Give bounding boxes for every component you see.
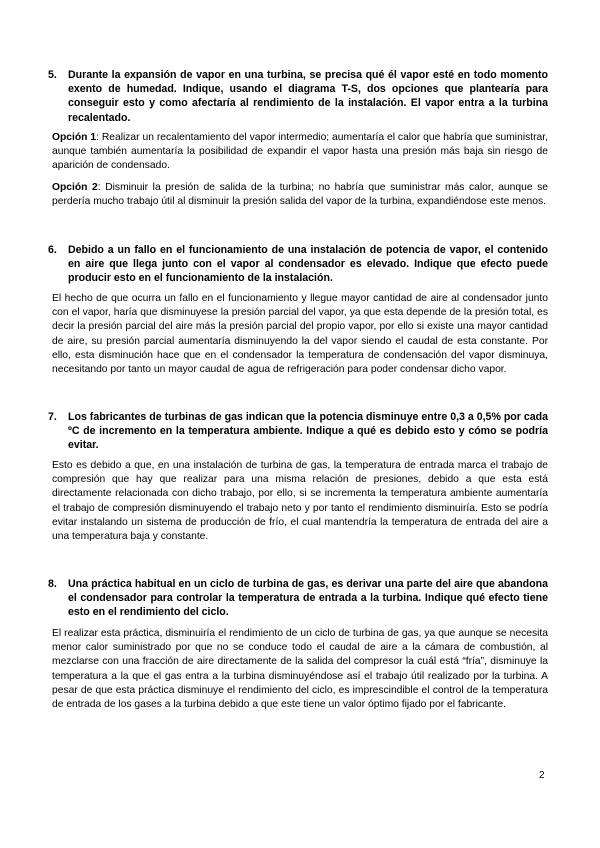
page-number: 2 [539,770,545,781]
option-label: Opción 1 [52,132,97,143]
question-6 [48,243,548,286]
option-text: : Disminuir la presión de salida de la turbina; no habría que suministrar más calor, aunque se perdería mucho trabajo útil al disminuir la presión salida del vapor de la turbina, expandiéndose este menos. [52,182,548,208]
question-number: 8. [48,578,57,590]
answer-7: Esto es debido a que, en una instalación de turbina de gas, la temperatura de entrada marca el trabajo de compresión que hay que realizar para una misma relación de presiones, debido a que esta está directamente relacionada con dicho trabajo, por ello, si se incrementa la temperatura ambiente aumentaría el trabajo de compresión disminuyendo el trabajo neto y por tanto el rendimiento disminuiría. Esto se podría evitar instalando un sistema de producción de frío, el cual mantendría la temperatura de entrada del aire a una temperatura baja y constante. [52,460,548,543]
q5-option-2 [52,181,548,209]
question-text: Debido a un fallo en el funcionamiento de una instalación de potencia de vapor, el contenido en aire que llega junto con el vapor al condensador es elevado. Indique que efecto puede producir esto en el funcionamiento de la instalación. [68,244,548,285]
question-text: Durante la expansión de vapor en una turbina, se precisa qué él vapor esté en todo momento exento de humedad. Indique, usando el diagrama T-S, dos opciones que plantearía para conseguir esto y como afectaría al rendimiento de la instalación. El vapor entra a la turbina recalentado. [68,69,548,124]
question-5 [48,68,548,125]
question-number: 5. [48,69,57,81]
option-text: : Realizar un recalentamiento del vapor intermedio; aumentaría el calor que habría que suministrar, aunque también aumentaría la posibilidad de expandir el vapor hasta una presión más baja sin riesgo de aparición de condensado. [52,132,548,172]
answer-8: El realizar esta práctica, disminuiría el rendimiento de un ciclo de turbina de gas, ya que aunque se necesita menor calor suministrado por que no se conduce todo el caudal de aire a la cámara de combustión, al mezclarse con una fracción de aire directamente de la salida del compresor la cuál está “fría”, disminuye la temperatura a la que el gas entra a la turbina disminuyéndose así el trabajo útil realizado por la turbina. A pesar de que esta práctica disminuye el rendimiento del ciclo, es imprescindible el control de la temperatura de entrada de los gases a la turbina debido a que este tiene un valor óptimo fijado por el fabricante. [52,628,548,711]
answer-6: El hecho de que ocurra un fallo en el funcionamiento y llegue mayor cantidad de aire al condensador junto con el vapor, haría que disminuyese la presión parcial del vapor, ya que esta depende de la presión total, es decir la presión parcial del aire más la presión parcial del propio vapor, por ello si existe una mayor cantidad de aire, su presión parcial aumentaría disminuyendo la del vapor siendo el caudal de esta constante. Por ello, esta disminución hace que en el condensador la temperatura de condensación del vapor disminuya, necesitando por tanto un mayor caudal de agua de refrigeración para poder condensar dicho vapor. [52,293,548,376]
question-text: Los fabricantes de turbinas de gas indican que la potencia disminuye entre 0,3 a 0,5% por cada ºC de incremento en la temperatura ambiente. Indique a qué es debido esto y cómo se podría evitar. [68,411,548,452]
question-number: 6. [48,244,57,256]
option-label: Opción 2 [52,182,98,193]
question-number: 7. [48,411,57,423]
question-text: Una práctica habitual en un ciclo de turbina de gas, es derivar una parte del aire que abandona el condensador para controlar la temperatura de entrada a la turbina. Indique qué efecto tiene esto en el rendimiento del ciclo. [68,578,548,619]
question-8 [48,577,548,620]
q5-option-1 [52,131,548,174]
question-7 [48,410,548,453]
